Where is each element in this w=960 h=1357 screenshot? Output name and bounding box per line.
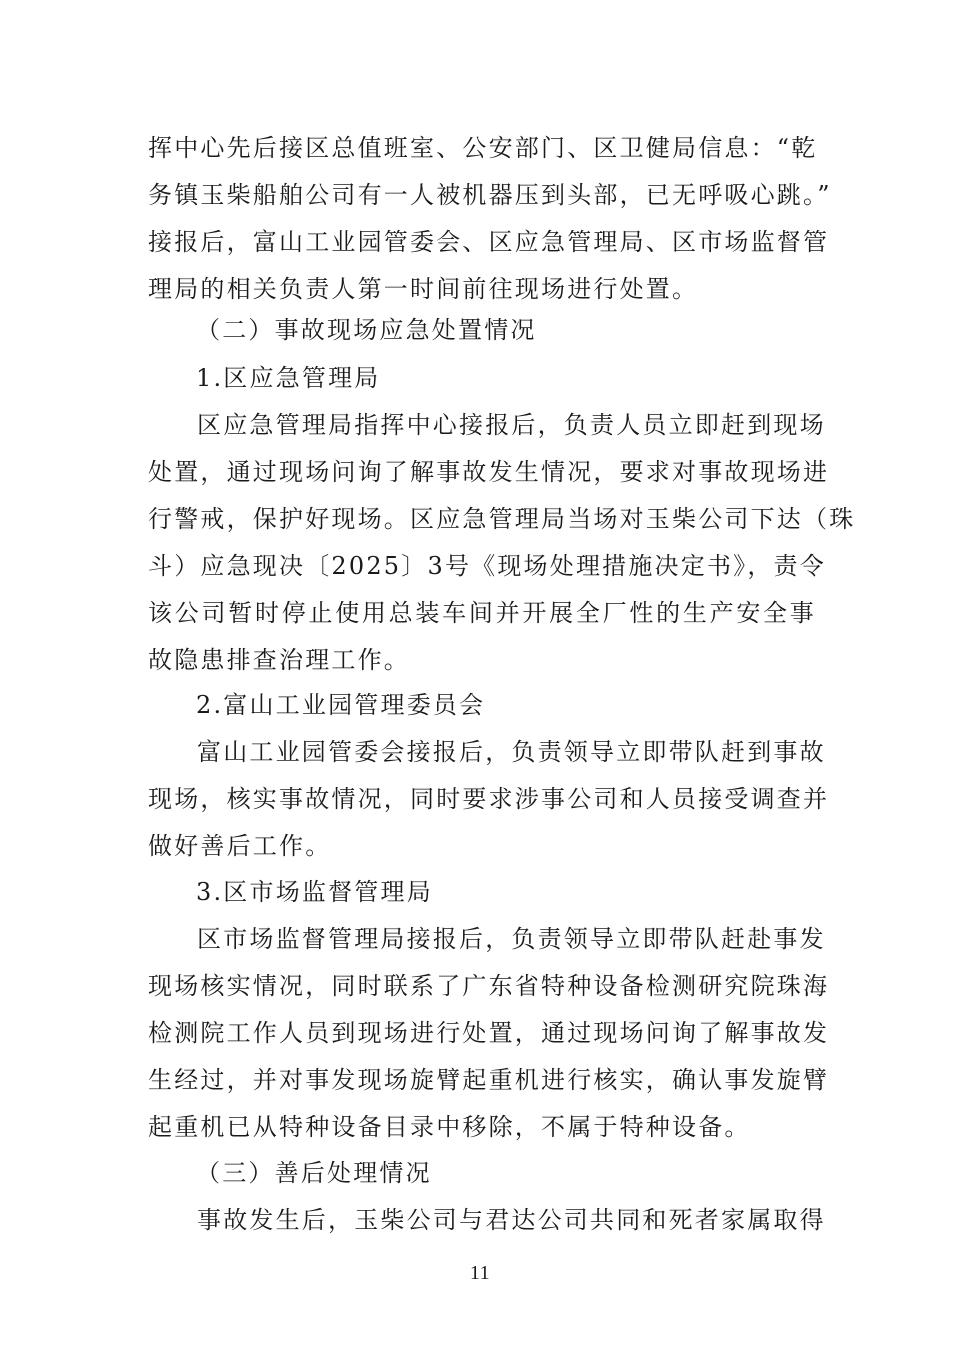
- paragraph-aftermath: [148, 1197, 826, 1244]
- text-line: 理局的相关负责人第一时间前往现场进行处置。: [148, 275, 699, 303]
- text-line: 接报后，富山工业园管委会、区应急管理局、区市场监督管: [148, 228, 830, 256]
- section-heading-2: （二）事故现场应急处置情况: [196, 316, 537, 344]
- section-heading-3: （三）善后处理情况: [196, 1159, 432, 1187]
- subsection-heading-2: 2.富山工业园管理委员会: [196, 691, 486, 719]
- paragraph-industrial-park: [148, 729, 830, 870]
- text-line: 事故发生后，玉柴公司与君达公司共同和死者家属取得: [197, 1206, 826, 1234]
- text-line: 现场核实情况，同时联系了广东省特种设备检测研究院珠海: [148, 972, 830, 1000]
- subsection-heading-3: 3.区市场监督管理局: [196, 878, 433, 906]
- text-line: 斗）应急现决〔2025〕3号《现场处理措施决定书》，责令: [148, 552, 826, 580]
- paragraph-market-supervision: [148, 916, 830, 1151]
- text-line: 挥中心先后接区总值班室、公安部门、区卫健局信息：“乾: [148, 134, 818, 162]
- text-line: 该公司暂时停止使用总装车间并开展全厂性的生产安全事: [148, 599, 816, 627]
- text-line: 故隐患排查治理工作。: [148, 646, 410, 674]
- subsection-heading-1: 1.区应急管理局: [196, 364, 381, 392]
- text-line: 区市场监督管理局接报后，负责领导立即带队赶赴事发: [197, 925, 826, 953]
- page-number: 11: [469, 1262, 491, 1284]
- text-line: 务镇玉柴船舶公司有一人被机器压到头部，已无呼吸心跳。”: [148, 181, 832, 209]
- paragraph-emergency-bureau: [148, 402, 856, 684]
- intro-paragraph: [148, 125, 832, 313]
- text-line: 生经过，并对事发现场旋臂起重机进行核实，确认事发旋臂: [148, 1066, 830, 1094]
- text-line: 富山工业园管委会接报后，负责领导立即带队赶到事故: [197, 738, 826, 766]
- text-line: 做好善后工作。: [148, 832, 332, 860]
- text-line: 检测院工作人员到现场进行处置，通过现场问询了解事故发: [148, 1019, 830, 1047]
- text-line: 区应急管理局指挥中心接报后，负责人员立即赶到现场: [197, 411, 826, 439]
- text-line: 现场，核实事故情况，同时要求涉事公司和人员接受调查并: [148, 785, 830, 813]
- text-line: 起重机已从特种设备目录中移除，不属于特种设备。: [148, 1113, 751, 1141]
- text-line: 行警戒，保护好现场。区应急管理局当场对玉柴公司下达（珠: [148, 505, 856, 533]
- text-line: 处置，通过现场问询了解事故发生情况，要求对事故现场进: [148, 458, 830, 486]
